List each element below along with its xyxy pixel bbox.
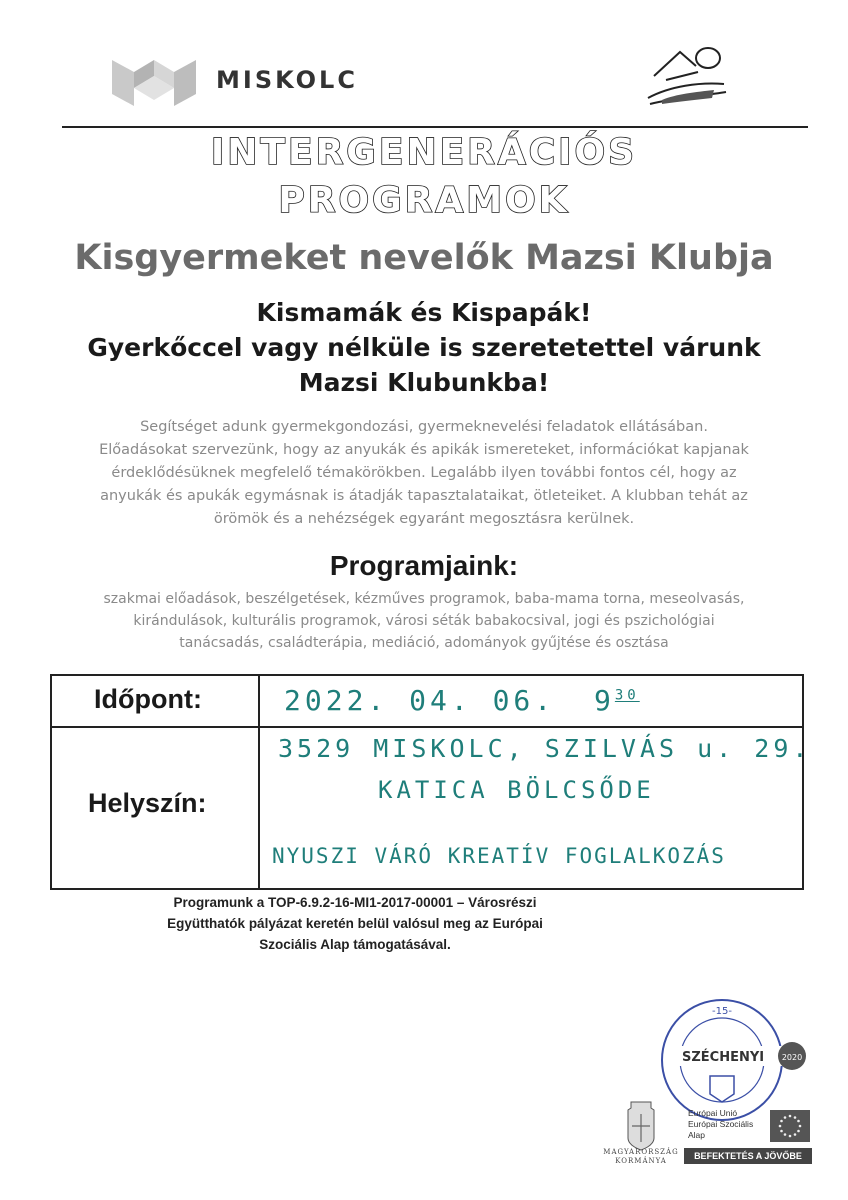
eu-line-1: Európai Unió [688, 1108, 738, 1118]
eu-flag-icon [770, 1110, 810, 1142]
family-drawing-icon [640, 40, 730, 112]
programs-heading: Programjaink: [329, 550, 519, 581]
club-title: Kisgyermeket nevelők Mazsi Klubja [74, 238, 774, 278]
info-table [50, 674, 812, 890]
title-line-1: INTERGENERÁCIÓS [210, 132, 638, 173]
eu-line-3: Alap [688, 1130, 706, 1140]
stamp-number: -15- [712, 1006, 732, 1017]
table-column-divider [258, 676, 260, 888]
footnote-line-1: Programunk a TOP-6.9.2-16-MI1-2017-00001 – Városrészi [173, 895, 537, 910]
intro-line-4: anyukák és apukák egymásnak is átadják tapasztalataikat, ötleteiket. A klubban tehát az [100, 488, 748, 504]
header-rule [62, 126, 808, 128]
szechenyi-text: SZÉCHENYI [682, 1050, 765, 1065]
greeting-line-2: Gyerkőccel vagy nélküle is szeretetettel várunk [87, 333, 761, 362]
miskolc-logo-text: MISKOLC [216, 66, 358, 94]
time-date: 2022. 04. 06. [284, 684, 556, 717]
programs-line-3: tanácsadás, családterápia, mediáció, adományok gyűjtése és osztása [179, 635, 669, 651]
greeting-line-1: Kismamák és Kispapák! [256, 298, 592, 327]
time-minutes: 30 [614, 687, 640, 704]
intro-line-1: Segítséget adunk gyermekgondozási, gyermeknevelési feladatok ellátásában. [140, 419, 708, 435]
programs-line-1: szakmai előadások, beszélgetések, kézműves programok, baba-mama torna, meseolvasás, [103, 591, 745, 607]
place-line-1: 3529 MISKOLC, SZILVÁS u. 29. [278, 734, 812, 763]
intro-line-3: érdeklődésüknek megfelelő témakörökben. Legalább ilyen további fontos cél, hogy az [111, 465, 737, 481]
place-label: Helyszín: [88, 788, 207, 818]
place-line-2: KATICA BÖLCSŐDE [378, 776, 655, 804]
szechenyi-year: 2020 [781, 1053, 803, 1062]
intro-line-5: örömök és a nehézségek egyaránt megosztásra kerülnek. [213, 511, 635, 527]
intro-line-2: Előadásokat szervezünk, hogy az anyukák és apikák ismereteket, információkat kapjanak [99, 442, 749, 458]
crest-line-2: KORMÁNYA [615, 1157, 667, 1165]
miskolc-logo-mark [108, 52, 200, 110]
time-hour: 9 [594, 684, 615, 717]
footnote-line-2: Együtthatók pályázat keretén belül valósul meg az Európai [167, 916, 543, 931]
time-label: Időpont: [94, 684, 202, 714]
crest-line-1: MAGYARORSZÁG [603, 1148, 679, 1156]
greeting [0, 295, 848, 400]
footnote-line-3: Szociális Alap támogatásával. [259, 937, 451, 952]
funding-footnote [70, 892, 640, 955]
greeting-line-3: Mazsi Klubunkba! [298, 368, 550, 397]
time-value [284, 684, 640, 717]
title-line-2: PROGRAMOK [278, 180, 570, 221]
crest-text [596, 1148, 686, 1166]
eu-line-2: Európai Szociális [688, 1119, 754, 1129]
eu-text [688, 1108, 768, 1141]
place-line-3: NYUSZI VÁRÓ KREATÍV FOGLALKOZÁS [272, 844, 726, 868]
intro-paragraph [70, 416, 778, 531]
programs-line-2: kirándulások, kulturális programok, városi séták babakocsival, jogi és pszichológiai [133, 613, 715, 629]
invest-banner: BEFEKTETÉS A JÖVŐBE [684, 1148, 812, 1164]
table-row-divider [52, 726, 802, 728]
programs-list [62, 588, 786, 654]
